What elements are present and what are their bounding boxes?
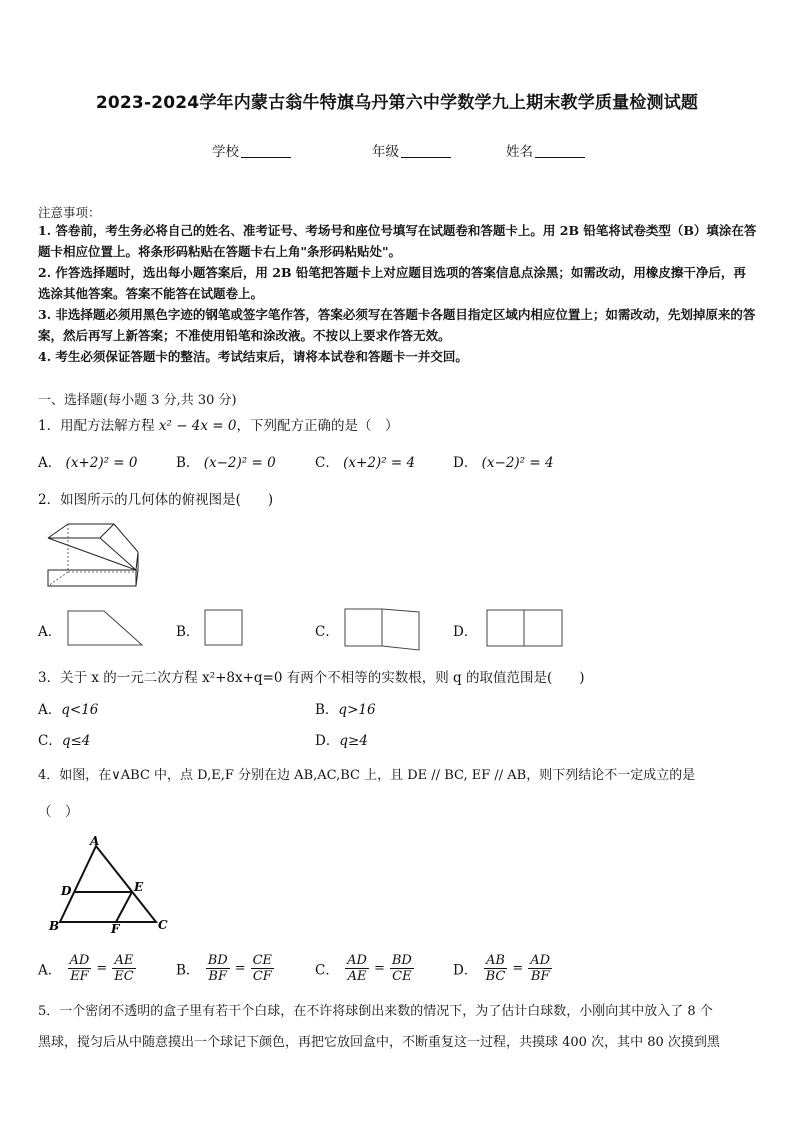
grade-blank[interactable] [401, 157, 451, 158]
school-field[interactable] [212, 140, 291, 160]
school-blank[interactable] [241, 157, 291, 158]
point-f-label: F [111, 922, 120, 936]
q1-option-a[interactable]: A． (x+2)² = 0 [38, 455, 138, 471]
q2-option-d-label[interactable]: D． [453, 624, 478, 640]
q1-option-c[interactable]: C． (x+2)² = 4 [315, 455, 416, 471]
q1-option-d[interactable]: D． (x−2)² = 4 [453, 455, 554, 471]
q4-option-a[interactable]: A． $\frac{AD}{EF}$ = $\frac{AE}{EC}$ [38, 953, 134, 984]
q4-option-d[interactable]: D． $\frac{AB}{BC}$ = $\frac{AD}{BF}$ [453, 953, 551, 984]
question-3-stem: 3．关于 x 的一元二次方程 x²+8x+q=0 有两个不相等的实数根，则 q 的取值范围是( ) [38, 670, 585, 686]
q4-triangle-figure [44, 834, 184, 934]
name-blank[interactable] [535, 157, 585, 158]
grade-field[interactable] [372, 140, 451, 160]
exam-title: 2023-2024学年内蒙古翁牛特旗乌丹第六中学数学九上期末教学质量检测试题 [95, 93, 699, 113]
point-d-label: D [61, 884, 72, 898]
question-4-stem-paren: （ ） [38, 804, 79, 820]
q1-equation: x² − 4x = 0 [158, 418, 237, 434]
q3-option-b[interactable]: B．q>16 [315, 702, 376, 718]
grade-label: 年级 [372, 144, 399, 160]
q2-option-d-figure[interactable] [486, 609, 566, 649]
vertex-c-label: C [158, 918, 168, 932]
q2-option-b-label[interactable]: B． [176, 624, 200, 640]
q2-solid-figure [44, 520, 144, 590]
name-label: 姓名 [506, 144, 533, 160]
question-5-line-2: 黑球，搅匀后从中随意摸出一个球记下颜色，再把它放回盒中，不断重复这一过程，共摸球 400 次，其中 80 次摸到黑 [38, 1035, 720, 1050]
q1-pre: 1．用配方法解方程 [38, 418, 159, 434]
section-heading: 一、选择题(每小题 3 分,共 30 分) [38, 393, 237, 408]
note-item-1: 1. 答卷前，考生务必将自己的姓名、准考证号、考场号和座位号填写在试题卷和答题卡上。用 2B 铅笔将试卷类型（B）填涂在答题卡相应位置上。将条形码粘贴在答题卡右上角"条形码粘贴处"。 [38, 223, 757, 259]
note-item-4: 4. 考生必须保证答题卡的整洁。考试结束后，请将本试卷和答题卡一并交回。 [38, 349, 468, 364]
question-1-stem [38, 414, 399, 434]
q2-option-b-figure[interactable] [204, 609, 244, 647]
point-e-label: E [134, 880, 144, 894]
q3-option-d[interactable]: D．q≥4 [315, 733, 368, 749]
name-field[interactable] [506, 140, 585, 160]
notes-heading: 注意事项： [38, 205, 101, 220]
q4-option-c[interactable]: C． $\frac{AD}{AE}$ = $\frac{BD}{CE}$ [315, 953, 412, 984]
vertex-a-label: A [90, 834, 100, 848]
note-item-3: 3. 非选择题必须用黑色字迹的钢笔或签字笔作答，答案必须写在答题卡各题目指定区域内相应位置上；如需改动，先划掉原来的答案，然后再写上新答案；不准使用铅笔和涂改液。不按以上要求作答无效。 [38, 307, 756, 343]
school-label: 学校 [212, 144, 239, 160]
note-item-2: 2. 作答选择题时，选出每小题答案后，用 2B 铅笔把答题卡上对应题目选项的答案信息点涂黑；如需改动，用橡皮擦干净后，再选涂其他答案。答案不能答在试题卷上。 [38, 265, 746, 301]
q1-post: ，下列配方正确的是（ ） [236, 418, 399, 434]
q3-option-c[interactable]: C．q≤4 [38, 733, 91, 749]
vertex-b-label: B [49, 919, 60, 933]
q2-option-c-figure[interactable] [344, 608, 424, 652]
q2-option-c-label[interactable]: C． [315, 624, 339, 640]
question-5-line-1: 5．一个密闭不透明的盒子里有若干个白球，在不许将球倒出来数的情况下，为了估计白球数，小刚向其中放入了 8 个 [38, 1004, 713, 1019]
question-2-stem: 2．如图所示的几何体的俯视图是( ) [38, 492, 274, 508]
q1-option-b[interactable]: B． (x−2)² = 0 [176, 455, 276, 471]
q2-option-a-label[interactable]: A． [38, 624, 62, 640]
q3-option-a[interactable]: A．q<16 [38, 702, 99, 718]
q4-option-b[interactable]: B． $\frac{BD}{BF}$ = $\frac{CE}{CF}$ [176, 953, 273, 984]
q2-option-a-figure[interactable] [66, 609, 146, 647]
question-4-stem: 4．如图，在∨ABC 中，点 D,E,F 分别在边 AB,AC,BC 上，且 DE // BC, EF // AB，则下列结论不一定成立的是 [38, 768, 696, 783]
